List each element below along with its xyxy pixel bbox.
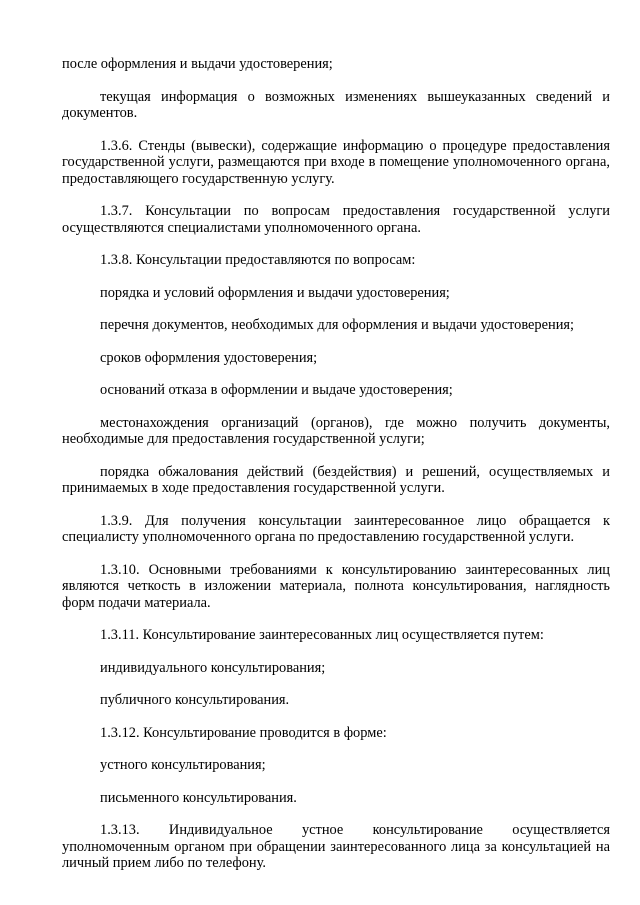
paragraph-1-3-7: 1.3.7. Консультации по вопросам предоставления государственной услуги осуществляются специалистами уполномоченного органа. [62,203,610,236]
paragraph-current-info: текущая информация о возможных изменениях вышеуказанных сведений и документов. [62,88,610,121]
list-item-documents: перечня документов, необходимых для оформления и выдачи удостоверения; [100,317,575,333]
paragraph-1-3-13: 1.3.13. Индивидуальное устное консультирование осуществляется уполномоченным органом при обращении заинтересованного лица за консультацией на личный прием либо по телефону. [62,822,610,871]
list-item-terms: сроков оформления удостоверения; [100,349,318,366]
list-item-individual: индивидуального консультирования; [100,659,326,676]
list-item-locations: местонахождения организаций (органов), где можно получить документы, необходимые для предоставления государственной услуги; [62,414,610,447]
paragraph-1-3-6: 1.3.6. Стенды (вывески), содержащие информацию о процедуре предоставления государственной услуги, размещаются при входе в помещение уполномоченного органа, предоставляющего государственную услугу. [62,137,610,187]
paragraph-1-3-12: 1.3.12. Консультирование проводится в форме: [100,724,387,741]
list-item-appeal: порядка обжалования действий (бездействия) и решений, осуществляемых и принимаемых в ходе предоставления государственной услуги. [62,463,610,496]
list-item-refusal: оснований отказа в оформлении и выдаче удостоверения; [100,382,453,398]
paragraph-1-3-9: 1.3.9. Для получения консультации заинтересованное лицо обращается к специалисту уполномоченного органа по предоставлению государственной услуги. [62,512,610,545]
list-item-written: письменного консультирования. [100,789,297,806]
list-item-oral: устного консультирования; [100,757,266,773]
list-item-procedure: порядка и условий оформления и выдачи удостоверения; [100,284,450,301]
paragraph-continuation: после оформления и выдачи удостоверения; [62,56,333,72]
list-item-public: публичного консультирования. [100,692,290,708]
paragraph-1-3-8: 1.3.8. Консультации предоставляются по вопросам: [100,252,416,268]
paragraph-1-3-10: 1.3.10. Основными требованиями к консультированию заинтересованных лиц являются четкость в изложении материала, полнота консультирования, наглядность форм подачи материала. [62,561,610,611]
document-page [62,56,610,888]
paragraph-1-3-11: 1.3.11. Консультирование заинтересованных лиц осуществляется путем: [100,627,544,643]
